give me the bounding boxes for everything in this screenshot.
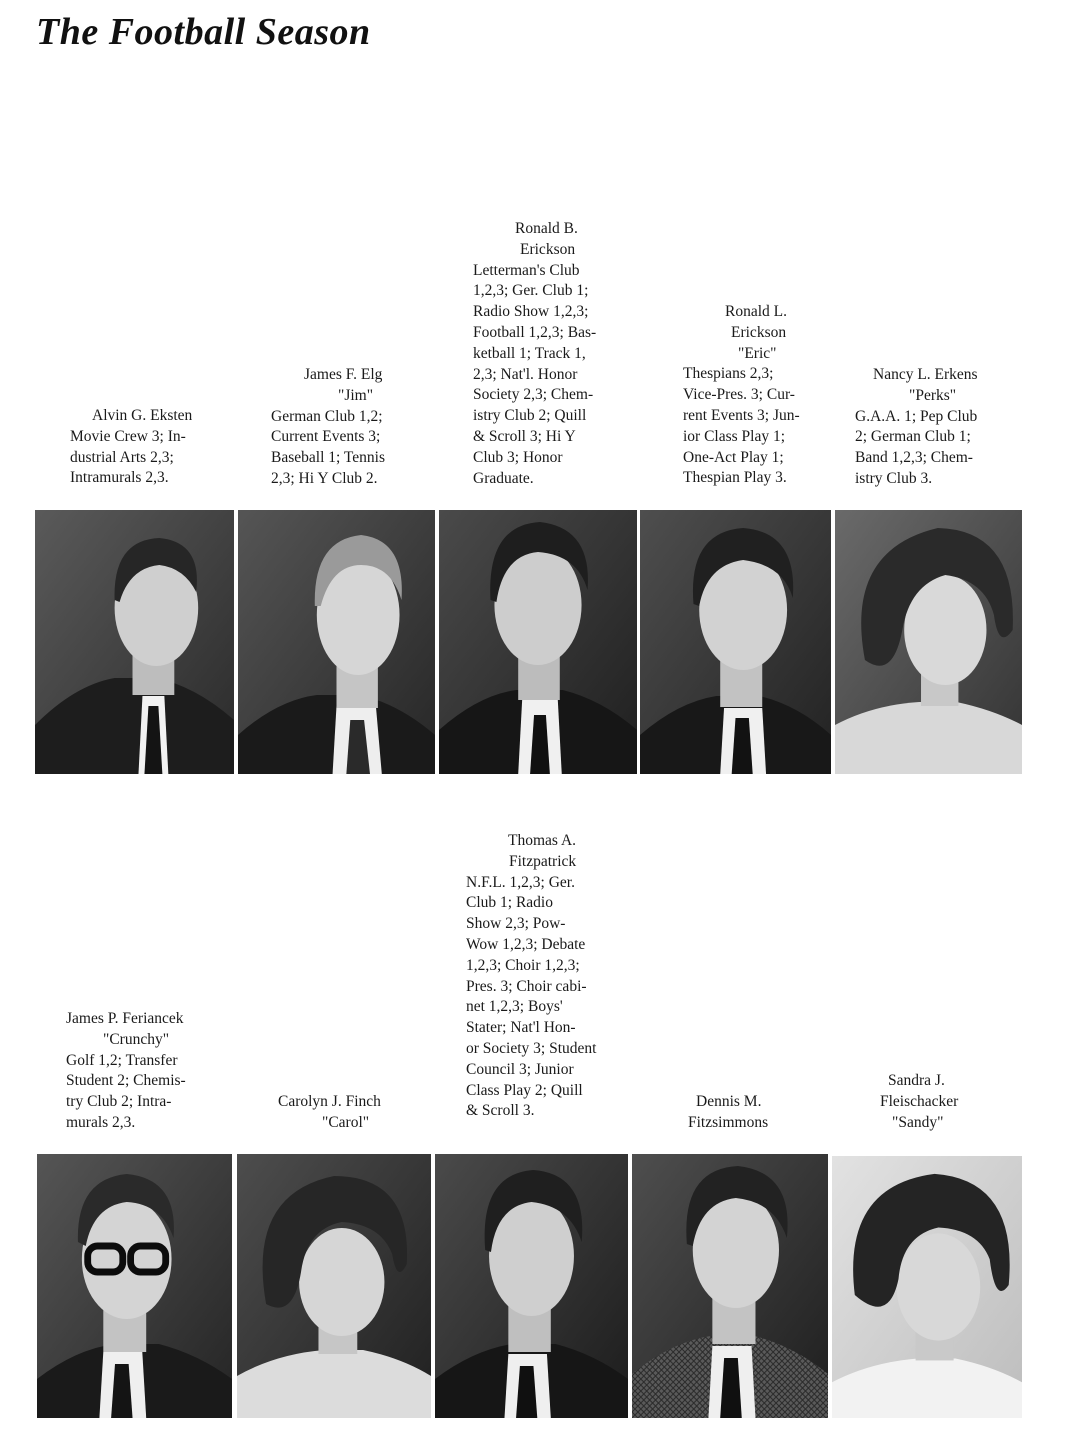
student-name: Sandra J.	[888, 1072, 945, 1089]
caption-feriancek	[66, 1009, 186, 1134]
activity-line: 2,3; Hi Y Club 2.	[271, 469, 378, 487]
activity-line: N.F.L. 1,2,3; Ger.	[466, 873, 575, 891]
caption-eksten	[70, 406, 192, 489]
activity-line: try Club 2; Intra-	[66, 1093, 172, 1111]
caption-fleischacker	[880, 1071, 958, 1133]
activity-line: Class Play 2; Quill	[466, 1081, 583, 1099]
activity-line: Vice-Pres. 3; Cur-	[683, 386, 795, 404]
activity-line: istry Club 3.	[855, 469, 933, 487]
caption-finch	[278, 1092, 381, 1134]
activity-line: Club 3; Honor	[473, 448, 563, 466]
student-name-line2: Erickson	[520, 240, 576, 258]
activity-line: Letterman's Club	[473, 261, 580, 279]
portrait-photo-feriancek	[37, 1154, 232, 1418]
activity-line: & Scroll 3; Hi Y	[473, 427, 576, 445]
activity-line: Stater; Nat'l Hon-	[466, 1019, 576, 1037]
student-nickname: "Sandy"	[892, 1113, 944, 1131]
activity-line: Football 1,2,3; Bas-	[473, 323, 597, 341]
caption-fitzpatrick	[466, 831, 596, 1122]
caption-ronald-l-erickson	[683, 302, 800, 489]
activity-line: Student 2; Chemis-	[66, 1072, 186, 1090]
student-name: Ronald L.	[725, 303, 787, 320]
activity-line: Movie Crew 3; In-	[70, 427, 186, 445]
activity-line: Baseball 1; Tennis	[271, 449, 386, 467]
activity-line: rent Events 3; Jun-	[683, 406, 800, 424]
student-nickname: "Carol"	[322, 1113, 370, 1131]
activity-line: One-Act Play 1;	[683, 448, 784, 466]
caption-elg	[271, 365, 385, 490]
student-nickname: "Eric"	[738, 344, 777, 362]
activity-line: Graduate.	[473, 469, 534, 487]
activity-line: & Scroll 3.	[466, 1102, 535, 1120]
student-name: Nancy L. Erkens	[873, 366, 978, 383]
portrait-photo-fitzpatrick	[435, 1154, 628, 1418]
activity-line: Radio Show 1,2,3;	[473, 303, 589, 321]
activity-line: German Club 1,2;	[271, 407, 383, 425]
activity-line: Current Events 3;	[271, 428, 381, 446]
activity-line: Club 1; Radio	[466, 894, 553, 912]
activity-line: or Society 3; Student	[466, 1039, 597, 1057]
student-nickname: "Crunchy"	[103, 1030, 170, 1048]
activity-line: Pres. 3; Choir cabi-	[466, 977, 587, 995]
activity-line: G.A.A. 1; Pep Club	[855, 407, 978, 425]
page-title: The Football Season	[36, 11, 371, 53]
student-name: Carolyn J. Finch	[278, 1093, 381, 1110]
student-name: Alvin G. Eksten	[92, 407, 193, 424]
caption-ronald-b-erickson	[473, 219, 596, 489]
portrait-photo-finch	[237, 1154, 431, 1418]
activity-line: Wow 1,2,3; Debate	[466, 935, 586, 953]
student-name: Thomas A.	[508, 832, 577, 849]
activity-line: 1,2,3; Ger. Club 1;	[473, 282, 589, 300]
portrait-photo-fleischacker	[832, 1156, 1022, 1418]
portrait-photo-eksten	[35, 510, 234, 774]
portrait-photo-elg	[238, 510, 435, 774]
activity-line: 2,3; Nat'l. Honor	[473, 365, 578, 383]
activity-line: Thespians 2,3;	[683, 365, 774, 383]
activity-line: Band 1,2,3; Chem-	[855, 449, 973, 467]
student-name-line2: Fleischacker	[880, 1092, 959, 1110]
activity-line: Society 2,3; Chem-	[473, 386, 594, 404]
caption-fitzsimmons	[688, 1092, 768, 1134]
student-nickname: "Perks"	[909, 386, 957, 404]
portrait-photo-fitzsimmons	[632, 1154, 828, 1418]
portrait-photo-ronald-l-erickson	[640, 510, 831, 774]
activity-line: 2; German Club 1;	[855, 428, 971, 446]
activity-line: murals 2,3.	[66, 1113, 136, 1131]
student-name-line2: Fitzpatrick	[509, 852, 577, 870]
student-nickname: "Jim"	[338, 386, 374, 404]
activity-line: ketball 1; Track 1,	[473, 344, 586, 362]
activity-line: net 1,2,3; Boys'	[466, 998, 563, 1016]
caption-erkens	[855, 365, 978, 490]
activity-line: ior Class Play 1;	[683, 427, 786, 445]
activity-line: Show 2,3; Pow-	[466, 915, 566, 933]
portrait-photo-erkens	[835, 510, 1022, 774]
activity-line: Golf 1,2; Transfer	[66, 1051, 178, 1069]
student-name: Dennis M.	[696, 1093, 762, 1110]
activity-line: dustrial Arts 2,3;	[70, 448, 174, 466]
student-name-line2: Fitzsimmons	[688, 1113, 769, 1131]
activity-line: Intramurals 2,3.	[70, 469, 169, 487]
student-name-line2: Erickson	[731, 323, 787, 341]
student-name: James F. Elg	[304, 366, 383, 383]
student-name: Ronald B.	[515, 220, 578, 237]
portrait-photo-ronald-b-erickson	[439, 510, 637, 774]
activity-line: 1,2,3; Choir 1,2,3;	[466, 956, 580, 974]
activity-line: Thespian Play 3.	[683, 469, 787, 487]
student-name: James P. Feriancek	[66, 1010, 184, 1027]
activity-line: istry Club 2; Quill	[473, 407, 587, 425]
activity-line: Council 3; Junior	[466, 1060, 574, 1078]
